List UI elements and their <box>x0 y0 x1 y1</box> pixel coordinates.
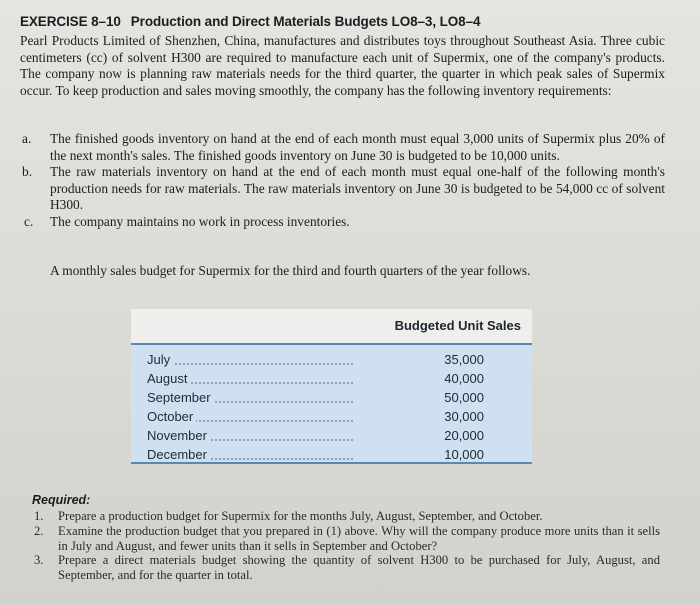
required-text: Prepare a production budget for Supermix for the months July, August, September, and October. <box>58 509 543 523</box>
month-cell: October <box>147 409 196 424</box>
units-cell: 10,000 <box>444 447 484 462</box>
required-number: 1. <box>34 509 44 523</box>
inventory-requirements-list <box>20 131 665 230</box>
table-header <box>131 309 532 343</box>
exercise-header <box>20 14 480 29</box>
required-item-2 <box>20 524 660 554</box>
exercise-number: EXERCISE 8–10 <box>20 14 121 29</box>
month-cell: September <box>147 390 214 405</box>
required-item-3 <box>20 553 660 583</box>
leader-dots <box>147 363 353 365</box>
table-row <box>131 371 532 390</box>
required-number: 2. <box>34 523 44 538</box>
requirement-text: The finished goods inventory on hand at the end of each month must equal 3,000 units of Supermix plus 20% of the next month's sales. The finished goods inventory on June 30 is budgeted to be 10,000 units. <box>50 131 665 163</box>
table-row <box>131 390 532 409</box>
requirement-text: The company maintains no work in process inventories. <box>50 213 350 229</box>
required-text: Examine the production budget that you prepared in (1) above. Why will the company produce more units than it sells in July and August, and fewer units than it sells in September and October? <box>58 523 660 553</box>
units-cell: 20,000 <box>444 428 484 443</box>
required-number: 3. <box>34 553 44 568</box>
requirement-item-b <box>20 164 665 214</box>
table-body <box>131 345 532 462</box>
footer-rule <box>131 462 532 464</box>
requirement-letter: c. <box>24 213 34 229</box>
requirement-item-c <box>20 214 665 231</box>
required-heading: Required: <box>32 493 91 507</box>
sales-budget-table <box>131 309 532 464</box>
table-row <box>131 428 532 447</box>
units-cell: 50,000 <box>444 390 484 405</box>
required-list <box>20 509 660 583</box>
column-header-budgeted-unit-sales: Budgeted Unit Sales <box>394 318 521 333</box>
intro-paragraph: Pearl Products Limited of Shenzhen, China, manufactures and distributes toys throughout Southeast Asia. Three cubic centimeters (cc) of solvent H300 are required to manufacture each unit of Supermix, one of the company's products. The company now is planning raw materials needs for the third quarter, the quarter in which peak sales of Supermix occur. To keep production and sales moving smoothly, the company has the following inventory requirements: <box>20 33 665 98</box>
table-row <box>131 409 532 428</box>
month-cell: July <box>147 352 173 367</box>
requirement-letter: a. <box>22 131 32 146</box>
requirement-letter: b. <box>22 164 33 179</box>
units-cell: 35,000 <box>444 352 484 367</box>
required-text: Prepare a direct materials budget showing the quantity of solvent H300 to be purchased for July, August, and September, and for the quarter in total. <box>58 553 660 583</box>
units-cell: 40,000 <box>444 371 484 386</box>
month-cell: December <box>147 447 210 462</box>
required-item-1 <box>20 509 660 524</box>
sales-budget-lead: A monthly sales budget for Supermix for the third and fourth quarters of the year follows. <box>50 263 531 278</box>
units-cell: 30,000 <box>444 409 484 424</box>
exercise-title: Production and Direct Materials Budgets LO8–3, LO8–4 <box>130 14 481 29</box>
requirement-text: The raw materials inventory on hand at the end of each month must equal one-half of the following month's production needs for raw materials. The raw materials inventory on June 30 is budgeted to be 54,000 cc of solvent H300. <box>50 164 665 212</box>
month-cell: August <box>147 371 190 386</box>
month-cell: November <box>147 428 210 443</box>
requirement-item-a <box>20 131 665 164</box>
table-row <box>131 352 532 371</box>
